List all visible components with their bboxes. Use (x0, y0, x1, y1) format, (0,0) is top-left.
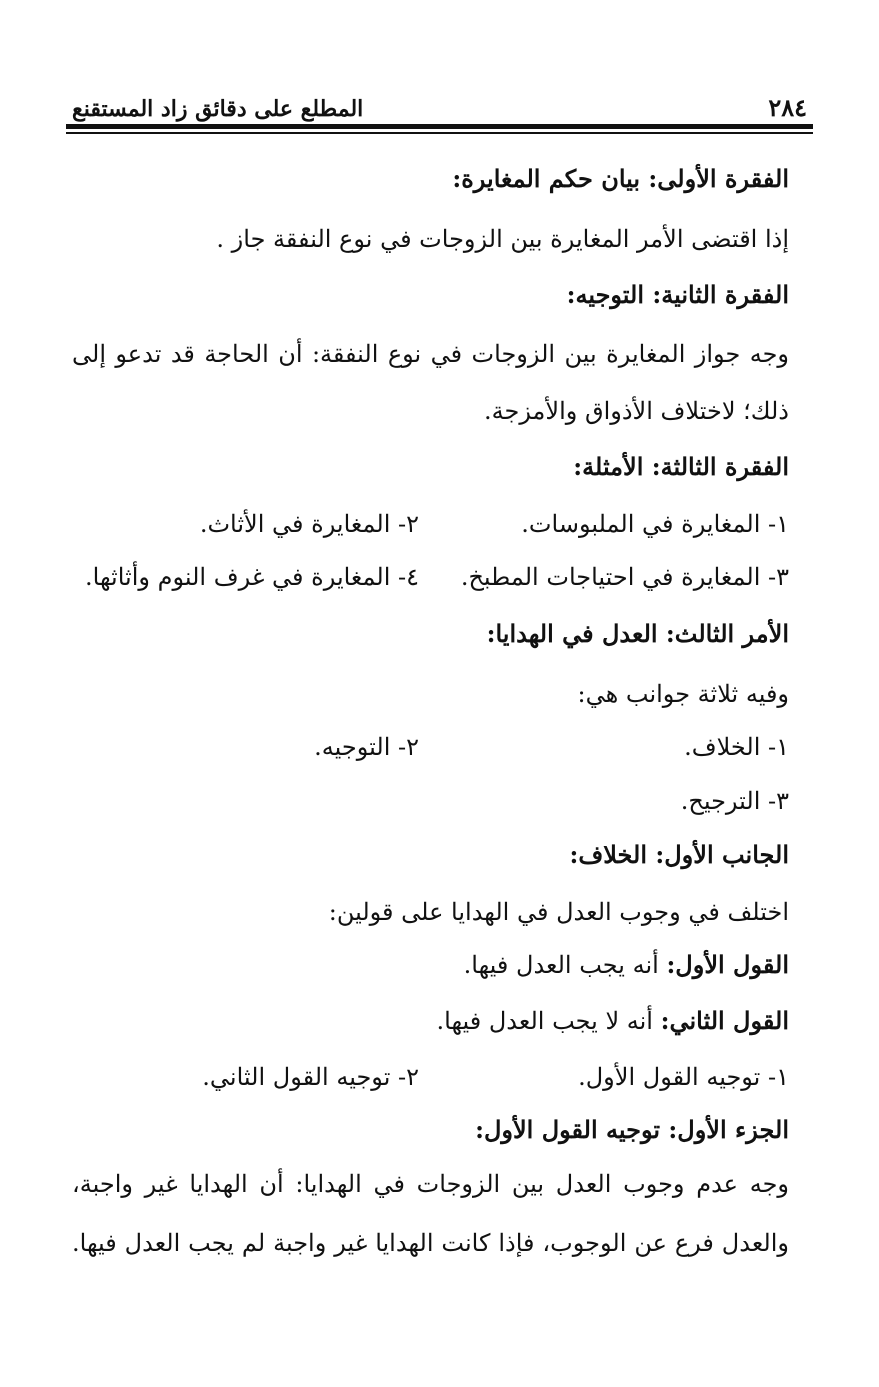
aspect-item-2: ٢- التوجيه. (314, 733, 419, 761)
opinion-2-text: أنه لا يجب العدل فيها. (436, 1007, 661, 1035)
header-rule-thick (66, 124, 813, 129)
example-item-3: ٣- المغايرة في احتياجات المطبخ. (460, 563, 789, 591)
heading-aspect-1: الجانب الأول: الخلاف: (569, 840, 789, 869)
opinion-2 (72, 1004, 789, 1038)
page-header (72, 82, 807, 122)
disagreement-intro: اختلف في وجوب العدل في الهدايا على قولين: (328, 898, 789, 926)
part-1-line-1: وجه عدم وجوب العدل بين الزوجات في الهدايا: أن الهدايا غير واجبة، (72, 1170, 789, 1198)
aspect-item-3: ٣- الترجيح. (680, 787, 789, 815)
paragraph-justification-line-2: ذلك؛ لاختلاف الأذواق والأمزجة. (483, 397, 789, 425)
justification-item-1: ١- توجيه القول الأول. (578, 1063, 789, 1091)
aspects-intro: وفيه ثلاثة جوانب هي: (577, 680, 789, 708)
opinion-1-label: القول الأول: (666, 950, 789, 979)
heading-paragraph-1: الفقرة الأولى: بيان حكم المغايرة: (452, 164, 789, 193)
opinion-1 (72, 948, 789, 982)
example-item-2: ٢- المغايرة في الأثاث. (199, 510, 419, 538)
book-title: المطلع على دقائق زاد المستقنع (72, 96, 364, 122)
paragraph-ruling: إذا اقتضى الأمر المغايرة بين الزوجات في نوع النفقة جاز . (216, 225, 789, 253)
section-heading-gifts: الأمر الثالث: العدل في الهدايا: (486, 619, 789, 648)
opinion-1-text: أنه يجب العدل فيها. (463, 951, 667, 979)
justification-item-2: ٢- توجيه القول الثاني. (202, 1063, 419, 1091)
paragraph-justification-line-1: وجه جواز المغايرة بين الزوجات في نوع النفقة: أن الحاجة قد تدعو إلى (72, 340, 789, 368)
heading-part-1: الجزء الأول: توجيه القول الأول: (475, 1115, 789, 1144)
page-number: ٢٨٤ (768, 93, 807, 122)
part-1-line-2: والعدل فرع عن الوجوب، فإذا كانت الهدايا غير واجبة لم يجب العدل فيها. (72, 1229, 789, 1257)
opinion-2-label: القول الثاني: (660, 1006, 789, 1035)
header-rule-thin (66, 132, 813, 134)
example-item-4: ٤- المغايرة في غرف النوم وأثاثها. (85, 563, 419, 591)
aspect-item-1: ١- الخلاف. (684, 733, 789, 761)
example-item-1: ١- المغايرة في الملبوسات. (521, 510, 789, 538)
heading-paragraph-3: الفقرة الثالثة: الأمثلة: (573, 452, 789, 481)
heading-paragraph-2: الفقرة الثانية: التوجيه: (566, 280, 789, 309)
